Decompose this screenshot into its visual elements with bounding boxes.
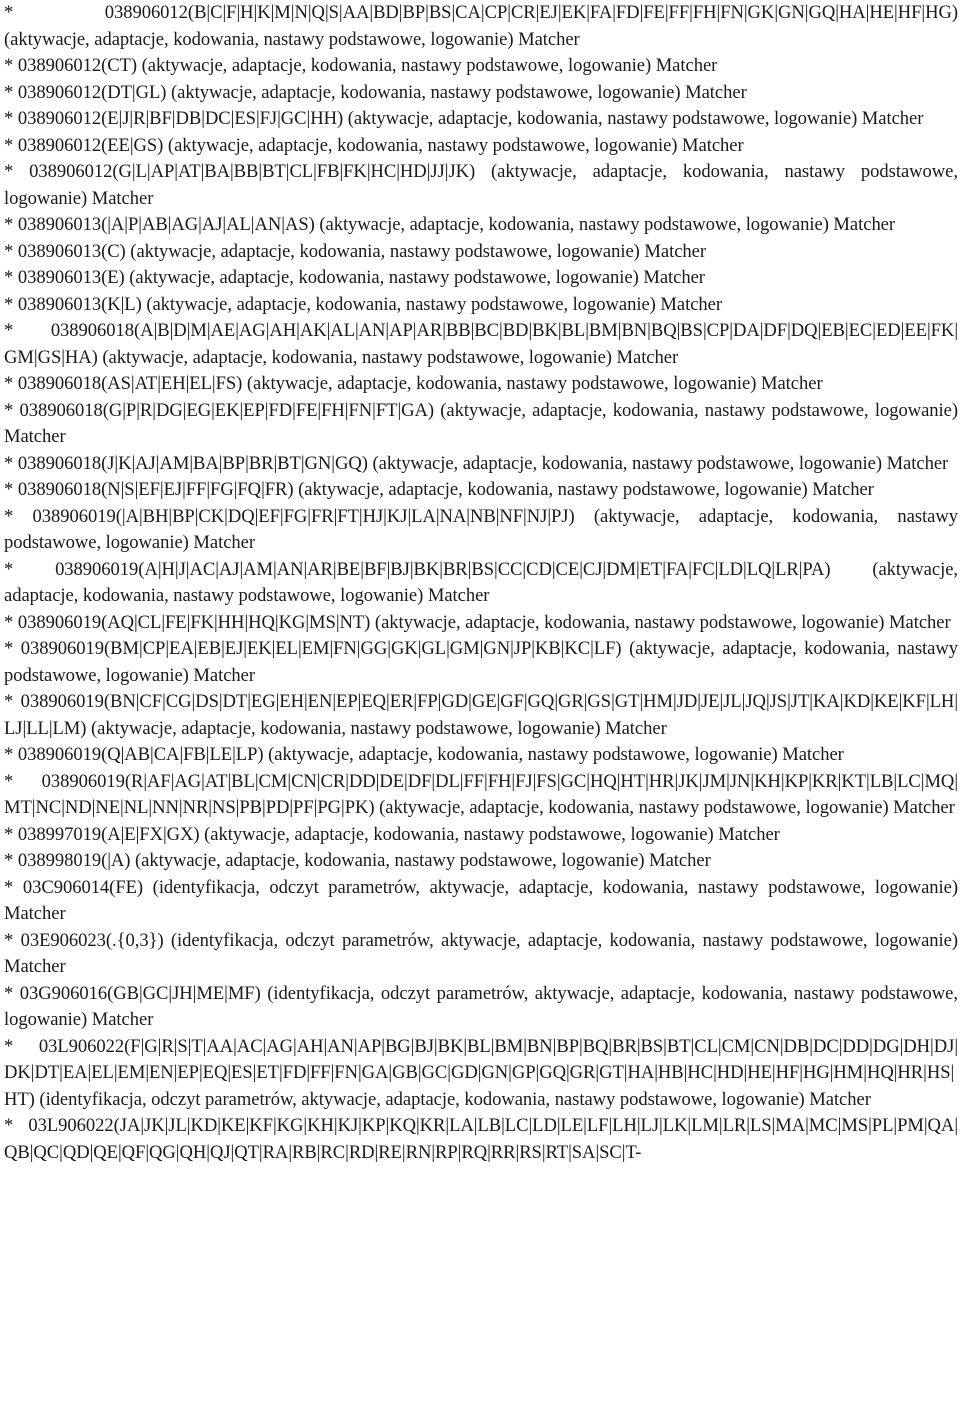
matcher-entry: * 038906018(A|B|D|M|AE|AG|AH|AK|AL|AN|AP|AR|BB|BC|BD|BK|BL|BM|BN|BQ|BS|CP|DA|DF|DQ|EB|EC|ED|EE|FK|GM|GS|HA) (aktywacje, adaptacje, kodowania, nastawy podstawowe, logowanie) Matcher xyxy=(4,320,958,368)
matcher-entry: * 03G906016(GB|GC|JH|ME|MF) (identyfikacja, odczyt parametrów, aktywacje, adaptacje, kodowania, nastawy podstawowe, logowanie) Matcher xyxy=(4,982,958,1030)
matcher-entry: * 038997019(A|E|FX|GX) (aktywacje, adaptacje, kodowania, nastawy podstawowe, logowanie) Matcher xyxy=(4,823,780,845)
matcher-entry: * 038906019(A|H|J|AC|AJ|AM|AN|AR|BE|BF|BJ|BK|BR|BS|CC|CD|CE|CJ|DM|ET|FA|FC|LD|LQ|LR|PA) (aktywacje, adaptacje, kodowania, nastawy podstawowe, logowanie) Matcher xyxy=(4,558,958,606)
matcher-entry: * 038906018(N|S|EF|EJ|FF|FG|FQ|FR) (aktywacje, adaptacje, kodowania, nastawy podstawowe, logowanie) Matcher xyxy=(4,479,874,500)
matcher-list xyxy=(4,0,958,1166)
matcher-entry: * 038906012(B|C|F|H|K|M|N|Q|S|AA|BD|BP|BS|CA|CP|CR|EJ|EK|FA|FD|FE|FF|FH|FN|GK|GN|GQ|HA|HE|HF|HG) (aktywacje, adaptacje, kodowania, nastawy podstawowe, logowanie) Matcher xyxy=(4,2,958,50)
matcher-entry: * 038906013(E) (aktywacje, adaptacje, kodowania, nastawy podstawowe, logowanie) Matcher xyxy=(4,267,705,288)
matcher-entry: * 038906013(|A|P|AB|AG|AJ|AL|AN|AS) (aktywacje, adaptacje, kodowania, nastawy podstawowe, logowanie) Matcher xyxy=(4,214,896,235)
matcher-entry: * 03E906023(.{0,3}) (identyfikacja, odczyt parametrów, aktywacje, adaptacje, kodowania, nastawy podstawowe, logowanie) Matcher xyxy=(4,929,958,977)
matcher-entry: * 038906013(C) (aktywacje, adaptacje, kodowania, nastawy podstawowe, logowanie) Matcher xyxy=(4,240,706,262)
matcher-entry: * 038906019(|A|BH|BP|CK|DQ|EF|FG|FR|FT|HJ|KJ|LA|NA|NB|NF|NJ|PJ) (aktywacje, adaptacje, kodowania, nastawy podstawowe, logowanie) Matcher xyxy=(4,505,958,553)
matcher-entry: * 038906012(G|L|AP|AT|BA|BB|BT|CL|FB|FK|HC|HD|JJ|JK) (aktywacje, adaptacje, kodowania, nastawy podstawowe, logowanie) Matcher xyxy=(4,161,958,209)
matcher-entry: * 038906012(E|J|R|BF|DB|DC|ES|FJ|GC|HH) (aktywacje, adaptacje, kodowania, nastawy podstawowe, logowanie) Matcher xyxy=(4,108,924,129)
matcher-entry: * 038906019(AQ|CL|FE|FK|HH|HQ|KG|MS|NT) (aktywacje, adaptacje, kodowania, nastawy podstawowe, logowanie) Matcher xyxy=(4,611,951,633)
matcher-entry: * 038906019(Q|AB|CA|FB|LE|LP) (aktywacje, adaptacje, kodowania, nastawy podstawowe, logowanie) Matcher xyxy=(4,744,844,765)
matcher-entry: * 038906012(CT) (aktywacje, adaptacje, kodowania, nastawy podstawowe, logowanie) Matcher xyxy=(4,55,718,76)
matcher-entry: * 038906019(R|AF|AG|AT|BL|CM|CN|CR|DD|DE|DF|DL|FF|FH|FJ|FS|GC|HQ|HT|HR|JK|JM|JN|KH|KP|KR|KT|LB|LC|MQ|MT|NC|ND|NE|NL|NN|NR|NS|PB|PD|PF|PG|PK) (aktywacje, adaptacje, kodowania, nastawy podstawowe, logowanie) Matcher xyxy=(4,770,958,818)
matcher-entry: * 038906013(K|L) (aktywacje, adaptacje, kodowania, nastawy podstawowe, logowanie) Matcher xyxy=(4,293,723,315)
matcher-entry: * 038906018(J|K|AJ|AM|BA|BP|BR|BT|GN|GQ) (aktywacje, adaptacje, kodowania, nastawy podstawowe, logowanie) Matcher xyxy=(4,452,949,474)
matcher-entry: * 038906019(BN|CF|CG|DS|DT|EG|EH|EN|EP|EQ|ER|FP|GD|GE|GF|GQ|GR|GS|GT|HM|JD|JE|JL|JQ|JS|JT|KA|KD|KE|KF|LH|LJ|LL|LM) (aktywacje, adaptacje, kodowania, nastawy podstawowe, logowanie) Matcher xyxy=(4,691,958,739)
matcher-entry: * 03L906022(F|G|R|S|T|AA|AC|AG|AH|AN|AP|BG|BJ|BK|BL|BM|BN|BP|BQ|BR|BS|BT|CL|CM|CN|DB|DC|DD|DG|DH|DJ|DK|DT|EA|EL|EM|EN|EP|EQ|ES|ET|FD|FF|FN|GA|GB|GC|GD|GN|GP|GQ|GR|GT|HA|HB|HC|HD|HE|HF|HG|HM|HQ|HR|HS|HT) (identyfikacja, odczyt parametrów, aktywacje, adaptacje, kodowania, nastawy podstawowe, logowanie) Matcher xyxy=(4,1035,958,1110)
matcher-entry: * 038906012(DT|GL) (aktywacje, adaptacje, kodowania, nastawy podstawowe, logowanie) Matcher xyxy=(4,81,747,103)
matcher-entry: * 038906018(AS|AT|EH|EL|FS) (aktywacje, adaptacje, kodowania, nastawy podstawowe, logowanie) Matcher xyxy=(4,373,823,394)
matcher-entry: * 038998019(|A) (aktywacje, adaptacje, kodowania, nastawy podstawowe, logowanie) Matcher xyxy=(4,850,711,871)
matcher-entry: * 03C906014(FE) (identyfikacja, odczyt parametrów, aktywacje, adaptacje, kodowania, nastawy podstawowe, logowanie) Matcher xyxy=(4,876,958,924)
matcher-entry: * 038906018(G|P|R|DG|EG|EK|EP|FD|FE|FH|FN|FT|GA) (aktywacje, adaptacje, kodowania, nastawy podstawowe, logowanie) Matcher xyxy=(4,399,958,447)
matcher-entry: * 038906012(EE|GS) (aktywacje, adaptacje, kodowania, nastawy podstawowe, logowanie) Matcher xyxy=(4,134,744,156)
matcher-entry: * 038906019(BM|CP|EA|EB|EJ|EK|EL|EM|FN|GG|GK|GL|GM|GN|JP|KB|KC|LF) (aktywacje, adaptacje, kodowania, nastawy podstawowe, logowanie) Matcher xyxy=(4,638,958,686)
matcher-entry: * 03L906022(JA|JK|JL|KD|KE|KF|KG|KH|KJ|KP|KQ|KR|LA|LB|LC|LD|LE|LF|LH|LJ|LK|LM|LR|LS|MA|MC|MS|PL|PM|QA|QB|QC|QD|QE|QF|QG|QH|QJ|QT|RA|RB|RC|RD|RE|RN|RP|RQ|RR|RS|RT|SA|SC|T- xyxy=(4,1115,958,1163)
